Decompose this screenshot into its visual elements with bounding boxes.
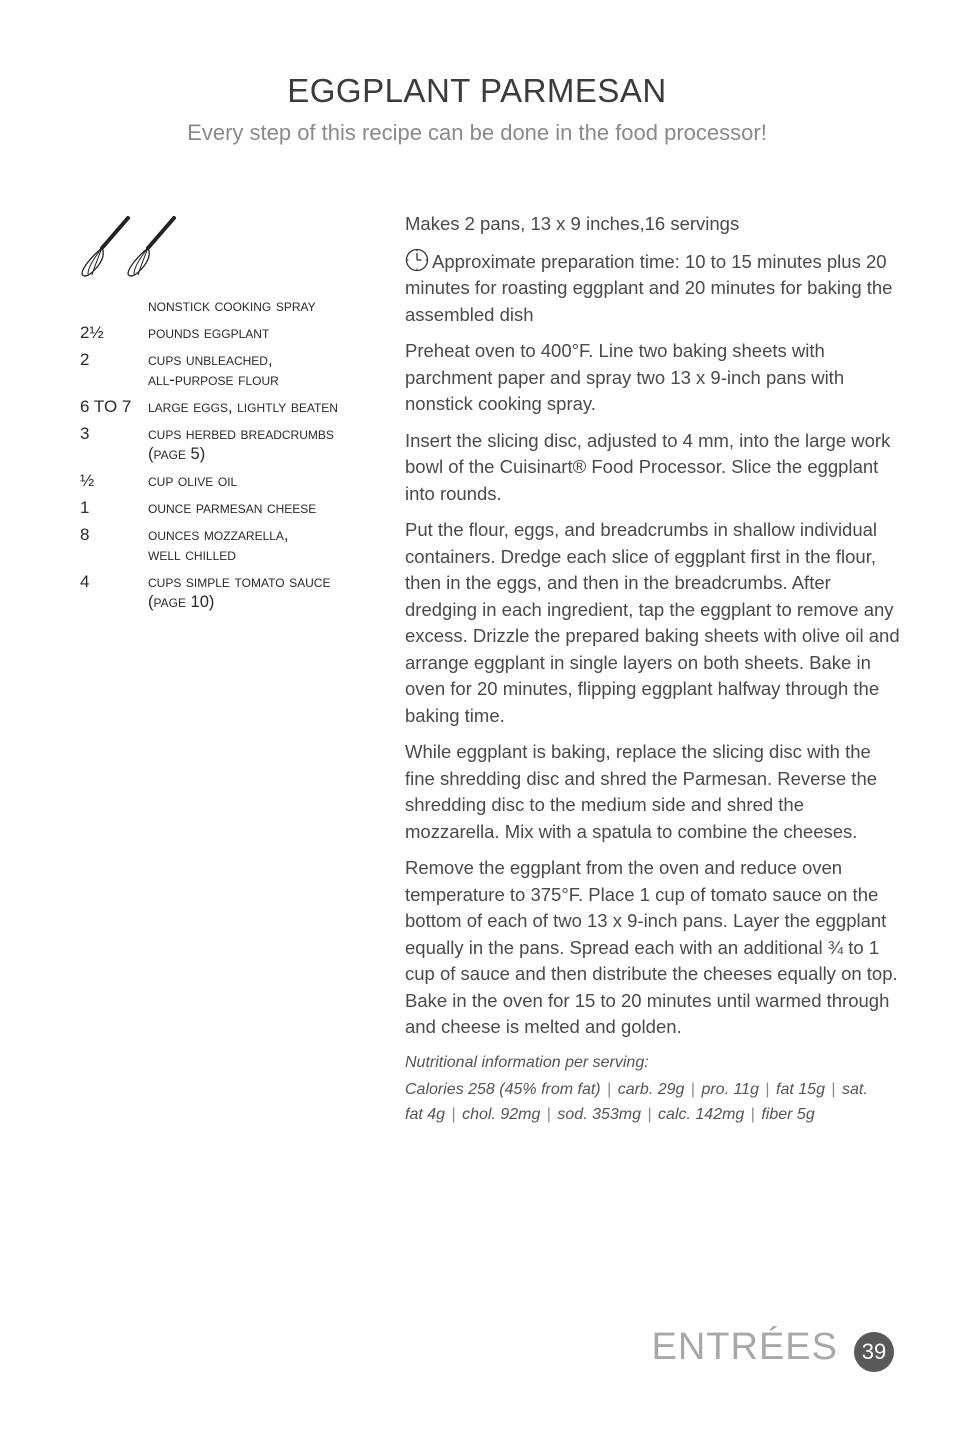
ingredient-row (80, 397, 380, 424)
ingredient-name (148, 525, 380, 572)
nutrition-separator: | (760, 1080, 775, 1098)
nutrition-separator: | (447, 1105, 461, 1123)
step-paragraph: Insert the slicing disc, adjusted to 4 mm, into the large work bowl of the Cuisinart® Food Processor. Slice the eggplant into rounds. (405, 429, 891, 504)
nutrition-values (405, 1077, 875, 1127)
prep-time-text: Approximate preparation time: 10 to 15 minutes plus 20 minutes for roasting eggplant and 20 minutes for baking the assembled dish (405, 250, 893, 325)
nutrition-value: sod. 353mg (557, 1105, 641, 1123)
ingredient-list (80, 296, 380, 619)
nutrition-value: carb. 29g (617, 1080, 685, 1098)
recipe-subtitle: Every step of this recipe can be done in the food processor! (187, 120, 767, 145)
ingredient-row (80, 424, 380, 471)
ingredient-row (80, 323, 380, 350)
nutrition-value: sat. fat 4g (405, 1080, 868, 1123)
ingredient-name (148, 350, 380, 397)
ingredient-quantity: 4 (80, 572, 90, 591)
ingredient-line: ounce parmesan cheese (148, 499, 317, 517)
ingredient-line: ounces mozzarella, (148, 526, 289, 544)
ingredient-name (148, 572, 380, 619)
nutrition-value: pro. 11g (701, 1080, 759, 1098)
nutrition-separator: | (686, 1080, 700, 1098)
ingredient-line: cups herbed breadcrumbs (148, 425, 334, 443)
recipe-body (405, 211, 900, 1127)
ingredient-quantity: 6 TO 7 (80, 397, 132, 416)
recipe-yield: Makes 2 pans, 13 x 9 inches,16 servings (405, 213, 740, 234)
ingredient-quantity: 1 (80, 498, 90, 517)
nutrition-value: Calories 258 (45% from fat) (405, 1080, 601, 1098)
nutrition-separator: | (746, 1105, 760, 1123)
nutrition-separator: | (602, 1080, 616, 1098)
ingredient-line: nonstick cooking spray (148, 297, 316, 315)
ingredient-row (80, 350, 380, 397)
ingredient-row (80, 572, 380, 619)
ingredient-name (148, 397, 380, 424)
ingredient-name (148, 296, 380, 323)
ingredient-quantity: 8 (80, 525, 90, 544)
difficulty-whisks (78, 216, 188, 280)
ingredient-name (148, 498, 380, 525)
whisk-icon (128, 218, 174, 276)
ingredient-line: (page 10) (148, 593, 215, 611)
nutrition-separator: | (826, 1080, 841, 1098)
recipe-title: EGGPLANT PARMESAN (287, 72, 667, 109)
ingredient-row (80, 498, 380, 525)
ingredient-quantity: 2½ (80, 323, 104, 342)
ingredient-line: well chilled (148, 546, 236, 564)
ingredient-quantity: 3 (80, 424, 90, 443)
ingredient-name (148, 424, 380, 471)
ingredient-line: all-purpose flour (148, 371, 279, 389)
ingredient-row (80, 471, 380, 498)
nutrition-value: fiber 5g (761, 1105, 815, 1123)
nutrition-label: Nutritional information per serving: (405, 1053, 649, 1071)
ingredient-line: (page 5) (148, 445, 206, 463)
ingredient-line: cups unbleached, (148, 351, 273, 369)
section-name: ENTRÉES (651, 1326, 838, 1368)
step-paragraph: Remove the eggplant from the oven and reduce oven temperature to 375°F. Place 1 cup of tomato sauce on the bottom of each of two 13 x 9-inch pans. Layer the eggplant equally in the pans. Spread each with an additional ¾ to 1 cup of sauce and then distribute the cheeses equally on top. Bake in the oven for 15 to 20 minutes until warmed through and cheese is melted and golden. (405, 857, 898, 1037)
ingredient-name (148, 471, 380, 498)
nutrition-value: fat 15g (776, 1080, 825, 1098)
whisk-icon (82, 218, 128, 276)
ingredient-line: cup olive oil (148, 472, 238, 490)
page-number: 39 (854, 1332, 894, 1372)
nutrition-separator: | (643, 1105, 657, 1123)
clock-icon (405, 248, 429, 272)
step-paragraph: Preheat oven to 400°F. Line two baking sheets with parchment paper and spray two 13 x 9-inch pans with nonstick cooking spray. (405, 340, 845, 414)
nutrition-value: chol. 92mg (462, 1105, 541, 1123)
ingredient-name (148, 323, 380, 350)
ingredient-line: cups simple tomato sauce (148, 573, 331, 591)
step-paragraph: Put the flour, eggs, and breadcrumbs in shallow individual containers. Dredge each slice of eggplant first in the flour, then in the eggs, and then in the breadcrumbs. After dredging in each ingredient, tap the eggplant to remove any excess. Drizzle the prepared baking sheets with olive oil and arrange eggplant in single layers on both sheets. Bake in oven for 20 minutes, flipping eggplant halfway through the baking time. (405, 519, 900, 726)
nutrition-separator: | (542, 1105, 556, 1123)
ingredient-line: large eggs, lightly beaten (148, 398, 338, 416)
ingredient-row (80, 525, 380, 572)
prep-time (405, 248, 900, 329)
ingredient-quantity: ½ (80, 471, 95, 490)
nutrition-value: calc. 142mg (658, 1105, 745, 1123)
ingredient-quantity: 2 (80, 350, 90, 369)
step-paragraph: While eggplant is baking, replace the slicing disc with the fine shredding disc and shred the Parmesan. Reverse the shredding disc to the medium side and shred the mozzarella. Mix with a spatula to combine the cheeses. (405, 741, 878, 842)
ingredient-line: pounds eggplant (148, 324, 270, 342)
ingredient-row (80, 296, 380, 323)
ingredient-quantity (80, 296, 148, 323)
